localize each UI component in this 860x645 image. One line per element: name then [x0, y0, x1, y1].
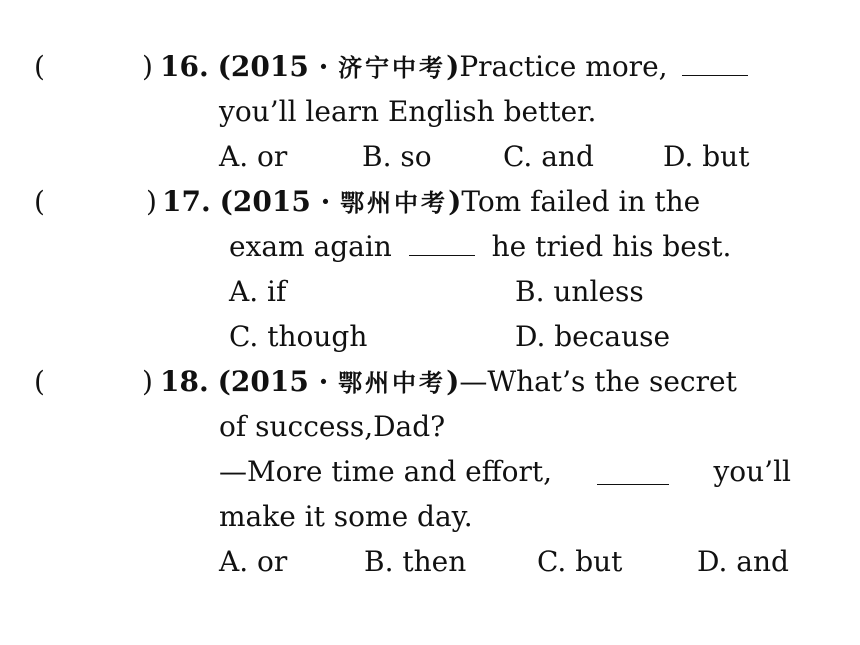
source-close-paren: ) — [448, 185, 462, 218]
source-tag — [218, 50, 460, 83]
question-stem: Practice more, — [459, 50, 668, 83]
option-b: B. then — [364, 545, 467, 578]
question-17-line-1 — [162, 185, 700, 219]
source-tag — [218, 365, 460, 398]
source-place: 鄂州中考 — [338, 369, 447, 397]
question-stem-line-2: you’ll learn English better. — [219, 95, 597, 128]
option-d: D. but — [663, 140, 750, 173]
answer-paren-open: ( — [34, 185, 45, 218]
question-stem: he tried his best. — [491, 230, 732, 263]
answer-paren-open: ( — [34, 365, 45, 398]
source-dot: · — [320, 185, 331, 218]
question-number: 17. — [162, 185, 211, 218]
question-stem: —What’s the secret — [459, 365, 737, 398]
source-dot: · — [318, 50, 329, 83]
source-place: 鄂州中考 — [340, 189, 449, 217]
source-dot: · — [318, 365, 329, 398]
option-b: B. unless — [515, 275, 644, 308]
source-year: 2015 — [232, 185, 311, 218]
answer-paren-close: ) — [142, 50, 153, 83]
option-a: A. or — [219, 140, 288, 173]
question-stem: Tom failed in the — [461, 185, 701, 218]
source-tag — [220, 185, 462, 218]
question-18-line-2: of success,Dad? — [219, 410, 446, 443]
answer-paren-open: ( — [34, 50, 45, 83]
question-18-line-1 — [160, 365, 737, 399]
question-stem: —More time and effort, — [219, 455, 553, 488]
option-a: A. if — [229, 275, 287, 308]
answer-blank[interactable] — [682, 51, 748, 76]
question-number: 18. — [160, 365, 209, 398]
question-stem: exam again — [229, 230, 392, 263]
source-close-paren: ) — [446, 365, 460, 398]
answer-blank[interactable] — [597, 460, 669, 485]
answer-paren-close: ) — [142, 365, 153, 398]
source-place: 济宁中考 — [338, 54, 447, 82]
answer-blank[interactable] — [409, 231, 475, 256]
option-c: C. and — [503, 140, 594, 173]
source-year: 2015 — [230, 365, 309, 398]
option-c: C. though — [229, 320, 368, 353]
source-close-paren: ) — [446, 50, 460, 83]
option-a: A. or — [219, 545, 288, 578]
question-number: 16. — [160, 50, 209, 83]
option-c: C. but — [537, 545, 623, 578]
option-d: D. and — [697, 545, 789, 578]
question-18-line-3 — [219, 455, 791, 489]
question-17-line-2 — [229, 230, 731, 264]
answer-paren-close: ) — [146, 185, 157, 218]
question-18-line-4: make it some day. — [219, 500, 473, 533]
option-b: B. so — [362, 140, 432, 173]
option-d: D. because — [515, 320, 671, 353]
source-open-paren: ( — [217, 365, 231, 398]
source-open-paren: ( — [217, 50, 231, 83]
source-open-paren: ( — [219, 185, 233, 218]
source-year: 2015 — [230, 50, 309, 83]
question-16-line-1 — [160, 50, 748, 84]
question-stem: you’ll — [713, 455, 791, 488]
